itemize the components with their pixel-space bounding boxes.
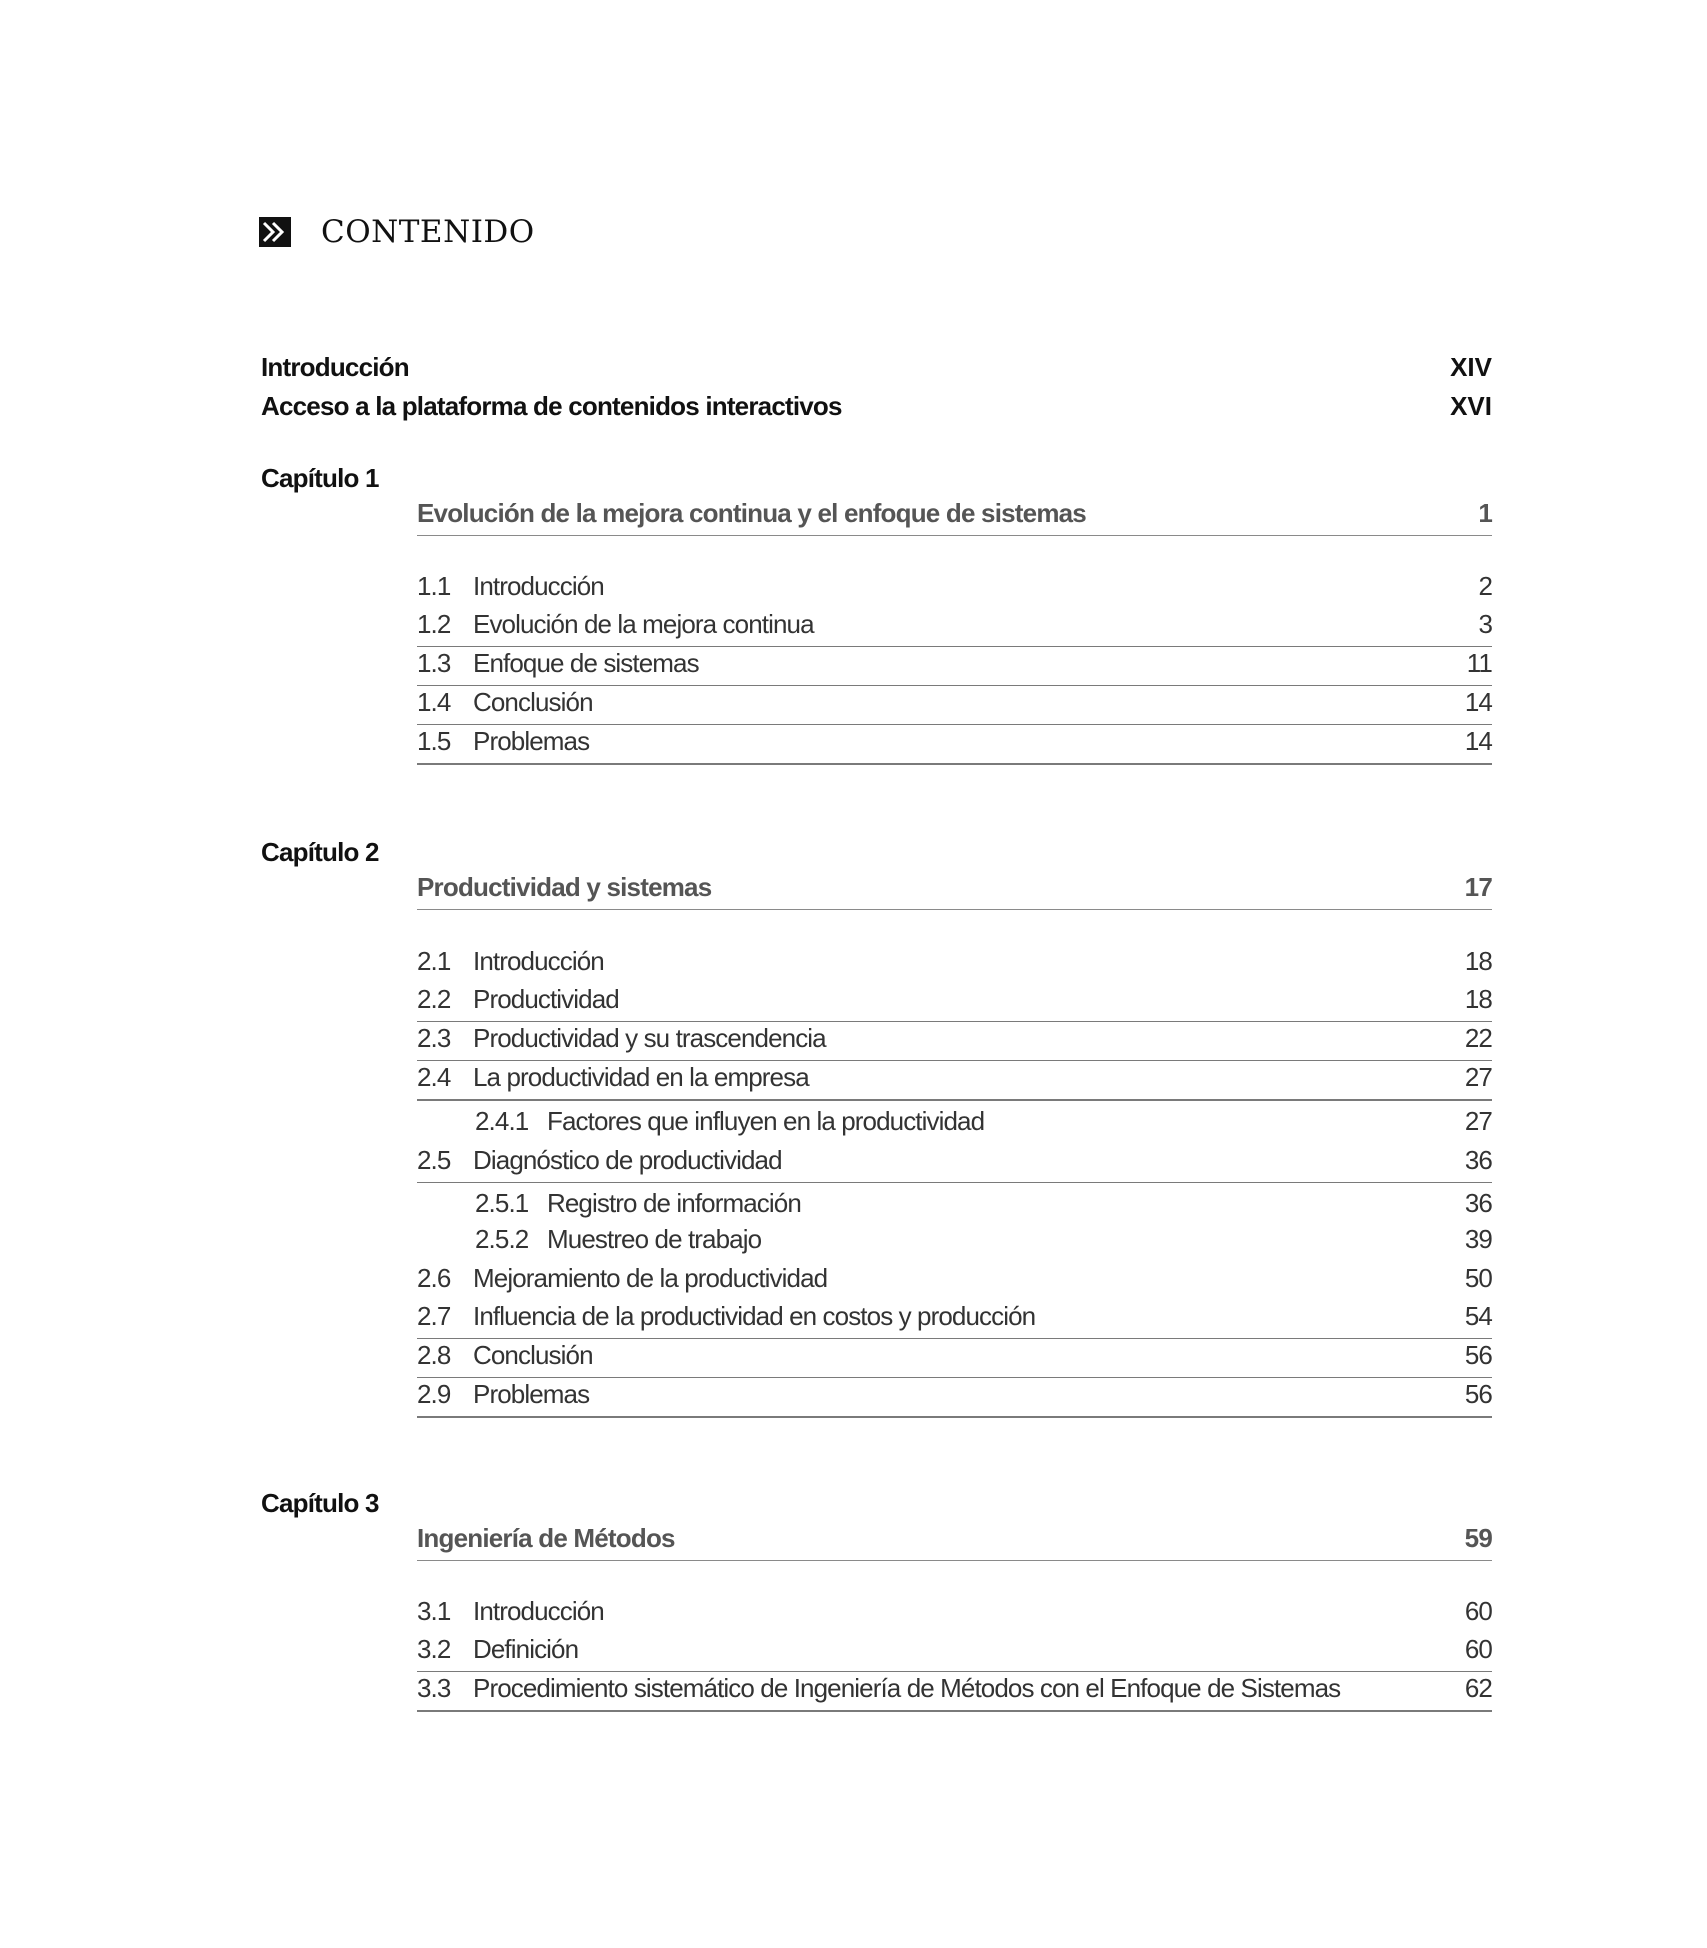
toc-section-row[interactable] [417,1594,1492,1633]
toc-section-row[interactable] [417,1633,1492,1672]
section-number: 2.4 [417,1062,451,1092]
section-number: 2.9 [417,1379,451,1409]
section-title: Diagnóstico de productividad [473,1145,782,1175]
toc-section-row[interactable] [417,944,1492,983]
section-page: 22 [1464,1023,1492,1053]
section-title: Definición [473,1634,579,1664]
toc-section-row[interactable] [417,686,1492,725]
toc-subsection-row[interactable] [475,1186,1492,1225]
toc-section-row[interactable] [417,1339,1492,1378]
toc-section-row[interactable] [417,983,1492,1022]
chapter-title-row[interactable] [417,496,1492,536]
chapter-page: 1 [1478,498,1492,528]
section-number: 2.1 [417,946,451,976]
section-number: 2.2 [417,984,451,1014]
section-number: 1.1 [417,571,451,601]
section-number: 1.2 [417,609,451,639]
toc-section-row[interactable] [417,725,1492,764]
divider [417,1711,1492,1712]
toc-section-row[interactable] [417,569,1492,608]
section-title: Mejoramiento de la productividad [473,1263,828,1293]
chapter-label: Capítulo 2 [261,837,379,867]
subsection-number: 2.4.1 [475,1106,529,1136]
subsection-page: 39 [1464,1224,1492,1254]
section-title: Evolución de la mejora continua [473,609,814,639]
toc-section-row[interactable] [417,1261,1492,1300]
toc-entry-acceso-plataforma[interactable] [261,391,1492,422]
section-number: 3.3 [417,1673,451,1703]
toc-entry-introduccion[interactable] [261,352,1492,383]
section-page: 14 [1464,687,1492,717]
section-number: 1.4 [417,687,451,717]
entry-page: XVI [1450,391,1492,421]
toc-subsection-row[interactable] [475,1104,1492,1143]
toc-heading [259,212,535,252]
section-page: 27 [1464,1062,1492,1092]
subsection-number: 2.5.1 [475,1188,529,1218]
divider [417,1417,1492,1418]
toc-section-row[interactable] [417,608,1492,647]
section-number: 3.2 [417,1634,451,1664]
chapter-title: Ingeniería de Métodos [417,1523,675,1553]
section-page: 54 [1464,1301,1492,1331]
divider [417,1182,1492,1183]
chapter-page: 59 [1464,1523,1492,1553]
page-title: CONTENIDO [321,214,535,250]
section-number: 2.3 [417,1023,451,1053]
toc-section-row[interactable] [417,1022,1492,1061]
section-number: 1.3 [417,648,451,678]
section-page: 3 [1478,609,1492,639]
chapter-label: Capítulo 3 [261,1488,379,1518]
section-title: Conclusión [473,687,593,717]
toc-subsection-row[interactable] [475,1222,1492,1261]
section-page: 11 [1466,648,1492,678]
section-title: Introducción [473,946,604,976]
chapter-title: Productividad y sistemas [417,872,712,902]
toc-section-row[interactable] [417,1672,1492,1711]
section-title: Introducción [473,1596,604,1626]
section-page: 60 [1464,1596,1492,1626]
section-number: 1.5 [417,726,451,756]
section-page: 56 [1464,1379,1492,1409]
section-title: Productividad [473,984,619,1014]
section-number: 2.7 [417,1301,451,1331]
chapter-title: Evolución de la mejora continua y el enfoque de sistemas [417,498,1086,528]
section-page: 36 [1464,1145,1492,1175]
section-title: Conclusión [473,1340,593,1370]
section-number: 2.6 [417,1263,451,1293]
section-title: La productividad en la empresa [473,1062,809,1092]
section-page: 14 [1464,726,1492,756]
toc-section-row[interactable] [417,1143,1492,1182]
section-title: Procedimiento sistemático de Ingeniería de Métodos con el Enfoque de Sistemas [473,1673,1341,1703]
entry-title: Introducción [261,352,409,382]
chapter-label: Capítulo 1 [261,463,379,493]
subsection-number: 2.5.2 [475,1224,529,1254]
section-title: Productividad y su trascendencia [473,1023,826,1053]
divider [417,764,1492,765]
section-number: 2.5 [417,1145,451,1175]
subsection-title: Registro de información [547,1188,801,1218]
entry-page: XIV [1450,352,1492,382]
section-title: Introducción [473,571,604,601]
section-title: Enfoque de sistemas [473,648,699,678]
section-title: Problemas [473,726,590,756]
section-page: 18 [1464,984,1492,1014]
toc-section-row[interactable] [417,1378,1492,1417]
chapter-title-row[interactable] [417,870,1492,910]
section-page: 18 [1464,946,1492,976]
section-page: 56 [1464,1340,1492,1370]
section-number: 3.1 [417,1596,451,1626]
section-page: 2 [1478,571,1492,601]
section-number: 2.8 [417,1340,451,1370]
section-title: Problemas [473,1379,590,1409]
subsection-title: Factores que influyen en la productividad [547,1106,985,1136]
subsection-title: Muestreo de trabajo [547,1224,762,1254]
section-page: 50 [1464,1263,1492,1293]
chapter-title-row[interactable] [417,1521,1492,1561]
chapter-page: 17 [1464,872,1492,902]
toc-section-row[interactable] [417,647,1492,686]
toc-section-row[interactable] [417,1061,1492,1100]
toc-section-row[interactable] [417,1300,1492,1339]
subsection-page: 36 [1464,1188,1492,1218]
section-title: Influencia de la productividad en costos y producción [473,1301,1036,1331]
section-page: 62 [1464,1673,1492,1703]
divider [417,1100,1492,1101]
subsection-page: 27 [1464,1106,1492,1136]
entry-title: Acceso a la plataforma de contenidos interactivos [261,391,842,421]
double-chevron-right-icon [259,217,291,247]
section-page: 60 [1464,1634,1492,1664]
